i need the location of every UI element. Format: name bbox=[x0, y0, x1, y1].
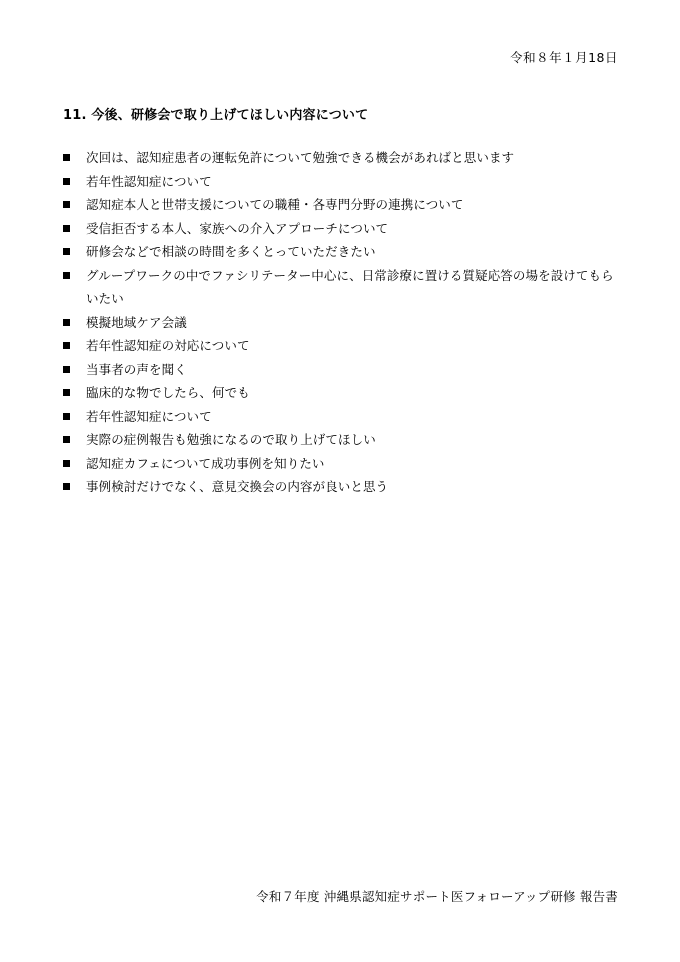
square-bullet-icon bbox=[63, 319, 70, 326]
list-item-text: 若年性認知症の対応について bbox=[86, 338, 250, 353]
list-item bbox=[62, 170, 622, 194]
list-item bbox=[62, 452, 622, 476]
list-item-text: 次回は、認知症患者の運転免許について勉強できる機会があればと思います bbox=[86, 150, 515, 165]
list-item bbox=[62, 146, 622, 170]
list-item-text: 模擬地域ケア会議 bbox=[86, 314, 187, 330]
list-item bbox=[62, 264, 622, 311]
square-bullet-icon bbox=[63, 436, 70, 443]
list-item-text: 認知症本人と世帯支援についての職種・各専門分野の連携について bbox=[86, 197, 464, 212]
list-item-text: 実際の症例報告も勉強になるので取り上げてほしい bbox=[86, 432, 376, 447]
list-item-text: 当事者の声を聞く bbox=[86, 361, 187, 377]
list-item-text: グループワークの中でファシリテーター中心に、日常診療に置ける質疑応答の場を設けてもらいたい bbox=[86, 267, 614, 306]
square-bullet-icon bbox=[63, 389, 70, 396]
section-title: 11. 今後、研修会で取り上げてほしい内容について bbox=[63, 108, 369, 123]
square-bullet-icon bbox=[63, 248, 70, 255]
square-bullet-icon bbox=[63, 201, 70, 208]
list-item-text: 臨床的な物でしたら、何でも bbox=[86, 385, 250, 400]
square-bullet-icon bbox=[63, 342, 70, 349]
square-bullet-icon bbox=[63, 154, 70, 161]
square-bullet-icon bbox=[63, 272, 70, 279]
list-item bbox=[62, 405, 622, 429]
list-item bbox=[62, 428, 622, 452]
list-item-text: 事例検討だけでなく、意見交換会の内容が良いと思う bbox=[86, 479, 389, 494]
list-item bbox=[62, 311, 622, 335]
square-bullet-icon bbox=[63, 178, 70, 185]
list-item bbox=[62, 334, 622, 358]
list-item-text: 認知症カフェについて成功事例を知りたい bbox=[86, 455, 325, 471]
square-bullet-icon bbox=[63, 483, 70, 490]
list-item bbox=[62, 475, 622, 499]
square-bullet-icon bbox=[63, 413, 70, 420]
list-item bbox=[62, 358, 622, 382]
response-list bbox=[62, 146, 622, 499]
document-date: 令和８年１月18日 bbox=[510, 50, 618, 65]
list-item bbox=[62, 217, 622, 241]
square-bullet-icon bbox=[63, 366, 70, 373]
list-item-text: 受信拒否する本人、家族への介入アプローチについて bbox=[86, 220, 389, 236]
list-item bbox=[62, 193, 622, 217]
square-bullet-icon bbox=[63, 225, 70, 232]
list-item-text: 研修会などで相談の時間を多くとっていただきたい bbox=[86, 244, 376, 259]
list-item-text: 若年性認知症について bbox=[86, 173, 212, 189]
square-bullet-icon bbox=[63, 460, 70, 467]
list-item bbox=[62, 381, 622, 405]
list-item-text: 若年性認知症について bbox=[86, 408, 212, 424]
report-footer: 令和７年度 沖縄県認知症サポート医フォローアップ研修 報告書 bbox=[256, 889, 618, 904]
list-item bbox=[62, 240, 622, 264]
